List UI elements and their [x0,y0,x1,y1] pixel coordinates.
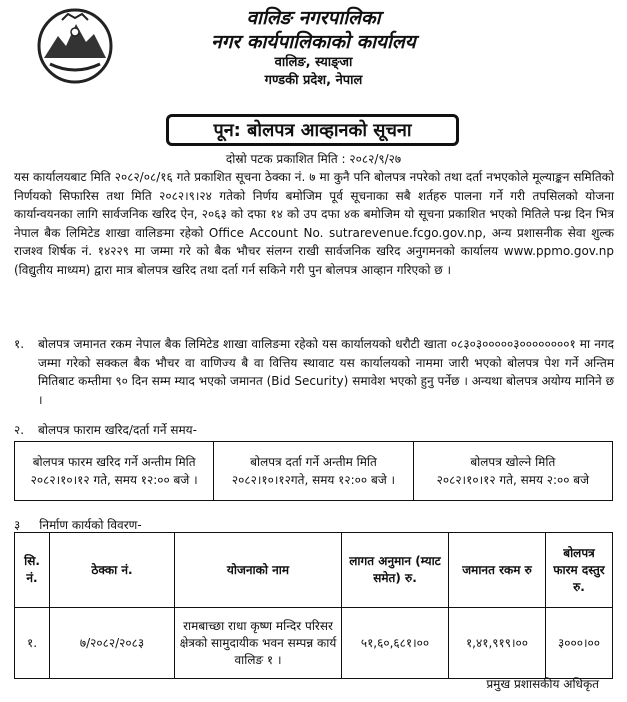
schedule-label: बोलपत्र फारम खरिद गर्ने अन्तीम मिति [32,455,196,469]
schedule-cell [214,442,413,500]
notice-body: यस कार्यालयबाट मिति २०८२/०८/१६ गते प्रकाशित सूचना ठेक्का नं. ७ मा कुनै पनि बोलपत्र नपरेको तथा दर्ता नभएकोले मूल्याङ्कन समितिको निर्णयको सिफारिस तथा मिति २०८२।९।२४ गतेको निर्णय बमोजिम पूर्व सूचनाका सबै शर्तहरु पालना गर्ने गरी तपसिलको योजना कार्यान्वयनका लागि सार्वजनिक खरिद ऐन, २०६३ को दफा १४ को उप दफा ४क बमोजिम यो सूचना प्रकाशित भएको मितिले पन्ध्र दिन भित्र नेपाल बैक लिमिटेड शाखा वालिङमा रहेको Office Account No. sutrarevenue.fcgo.gov.np, अन्य प्रशासनीक सेवा शुल्क राजश्व शिर्षक नं. १४२२९ मा जम्मा गरे को बैक भौचर संलग्न राखी सार्वजनिक खरिद अनुगमनको कार्यालय www.ppmo.gov.np (विद्युतीय माध्यम) द्वारा मात्र बोलपत्र खरिद तथा दर्ता गर्न सकिने गरी पुन बोलपत्र आव्हान गरिएको छ । [14,170,614,277]
header-bid-security: जमानत रकम रु [449,533,546,608]
schedule-label: बोलपत्र दर्ता गर्ने अन्तीम मिति [250,455,377,469]
point-1 [14,335,614,409]
cell-serial: १. [15,608,50,679]
cell-form-fee: ३०००।०० [546,608,613,679]
point-1-number: १. [14,337,25,351]
cell-bid-security: १,४१,९१९।०० [449,608,546,679]
schedule-value: २०८२।१०।१२ गते, समय २:०० बजे [436,473,590,487]
table-header-row [15,533,613,608]
header-serial: सि. नं. [15,533,50,608]
cell-contract-no: ७/२०८२/२०८३ [50,608,175,679]
office-header [0,6,627,90]
section-3-heading: ३ निर्माण कार्यको विवरण- [14,518,142,532]
table-row [15,608,613,679]
signatory-title: प्रमुख प्रशासकीय अधिकृत [486,677,599,691]
point-2 [14,421,614,440]
schedule-label: बोलपत्र खोल्ने मिति [470,455,556,469]
schedule-table [14,441,613,501]
publication-date: दोस्रो पटक प्रकाशित मिति : २०८२/९/२७ [225,152,402,166]
notice-title: पून: बोलपत्र आव्हानको सूचना [166,114,459,146]
work-details-table [14,532,613,679]
cell-project-name: रामबाच्छा राधा कृष्ण मन्दिर परिसर क्षेत्रको सामुदायीक भवन सम्पन्न कार्य वालिङ १ । [175,608,342,679]
header-contract-no: ठेक्का नं. [50,533,175,608]
office-address: वालिङ, स्याङ्जा [274,55,353,70]
point-1-text: बोलपत्र जमानत रकम नेपाल बैक लिमिटेड शाखा वालिङमा रहेको यस कार्यालयको धरौटी खाता ०८३०३०००००३००००००००१ मा नगद जम्मा गरेको सक्कल बैक भौचर वा वाणिज्य बै वा वित्तिय स्थावाट यस कार्यालयको नाममा जारी भएको बोलपत्र पेश गर्ने अन्तिम मितिबाट कम्तीमा ९० दिन सम्म म्याद भएको जमानत (Bid Security) समावेश भएको हुनु पर्नेछ । अन्यथा बोलपत्र अयोग्य मानिने छ । [38,337,614,407]
point-2-number: २. [14,423,25,437]
header-cost-estimate: लागत अनुमान (म्याट समेत) रु. [342,533,449,608]
schedule-value: २०८२।१०।१२गते, समय १२:०० बजे । [231,473,396,487]
header-project-name: योजनाको नाम [175,533,342,608]
point-2-text: बोलपत्र फाराम खरिद/दर्ता गर्ने समय- [38,423,197,437]
municipality-name: वालिङ नगरपालिका [246,7,381,29]
schedule-value: २०८२।१०।१२ गते, समय १२:०० बजे । [30,473,198,487]
header-form-fee: बोलपत्र फारम दस्तुर रु. [546,533,613,608]
schedule-cell [414,442,612,500]
schedule-cell [15,442,214,500]
cell-cost-estimate: ५१,६०,६८१।०० [342,608,449,679]
office-name: नगर कार्यपालिकाको कार्यालय [211,31,416,53]
province-country: गण्डकी प्रदेश, नेपाल [264,73,363,88]
